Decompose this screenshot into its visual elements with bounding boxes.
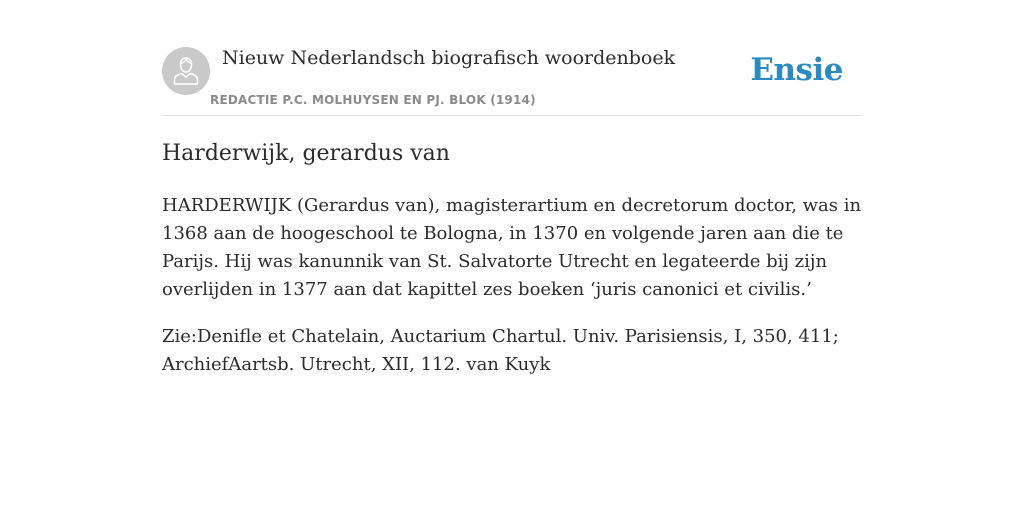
entry-title: Harderwijk, gerardus van bbox=[162, 141, 450, 166]
ensie-logo[interactable]: Ensie bbox=[750, 52, 843, 88]
entry-card bbox=[162, 46, 862, 398]
source-title[interactable]: Nieuw Nederlandsch biografisch woordenboek bbox=[222, 47, 676, 69]
source-subtitle: REDACTIE P.C. MOLHUYSEN EN PJ. BLOK (1914) bbox=[210, 93, 536, 107]
entry-paragraph: HARDERWIJK (Gerardus van), magisterartium en decretorum doctor, was in 1368 aan de hoogeschool te Bologna, in 1370 en volgende jaren aan die te Parijs. Hij was kanunnik van St. Salvatorte Utrecht en legateerde bij zijn overlijden in 1377 aan dat kapittel zes boeken ‘juris canonici et civilis.’ bbox=[162, 195, 862, 300]
user-icon bbox=[172, 56, 200, 86]
entry-body bbox=[162, 192, 862, 379]
source-header bbox=[162, 46, 862, 116]
avatar[interactable] bbox=[162, 47, 210, 95]
entry-references: Zie:Denifle et Chatelain, Auctarium Chartul. Univ. Parisiensis, I, 350, 411; ArchiefAartsb. Utrecht, XII, 112. van Kuyk bbox=[162, 326, 839, 375]
